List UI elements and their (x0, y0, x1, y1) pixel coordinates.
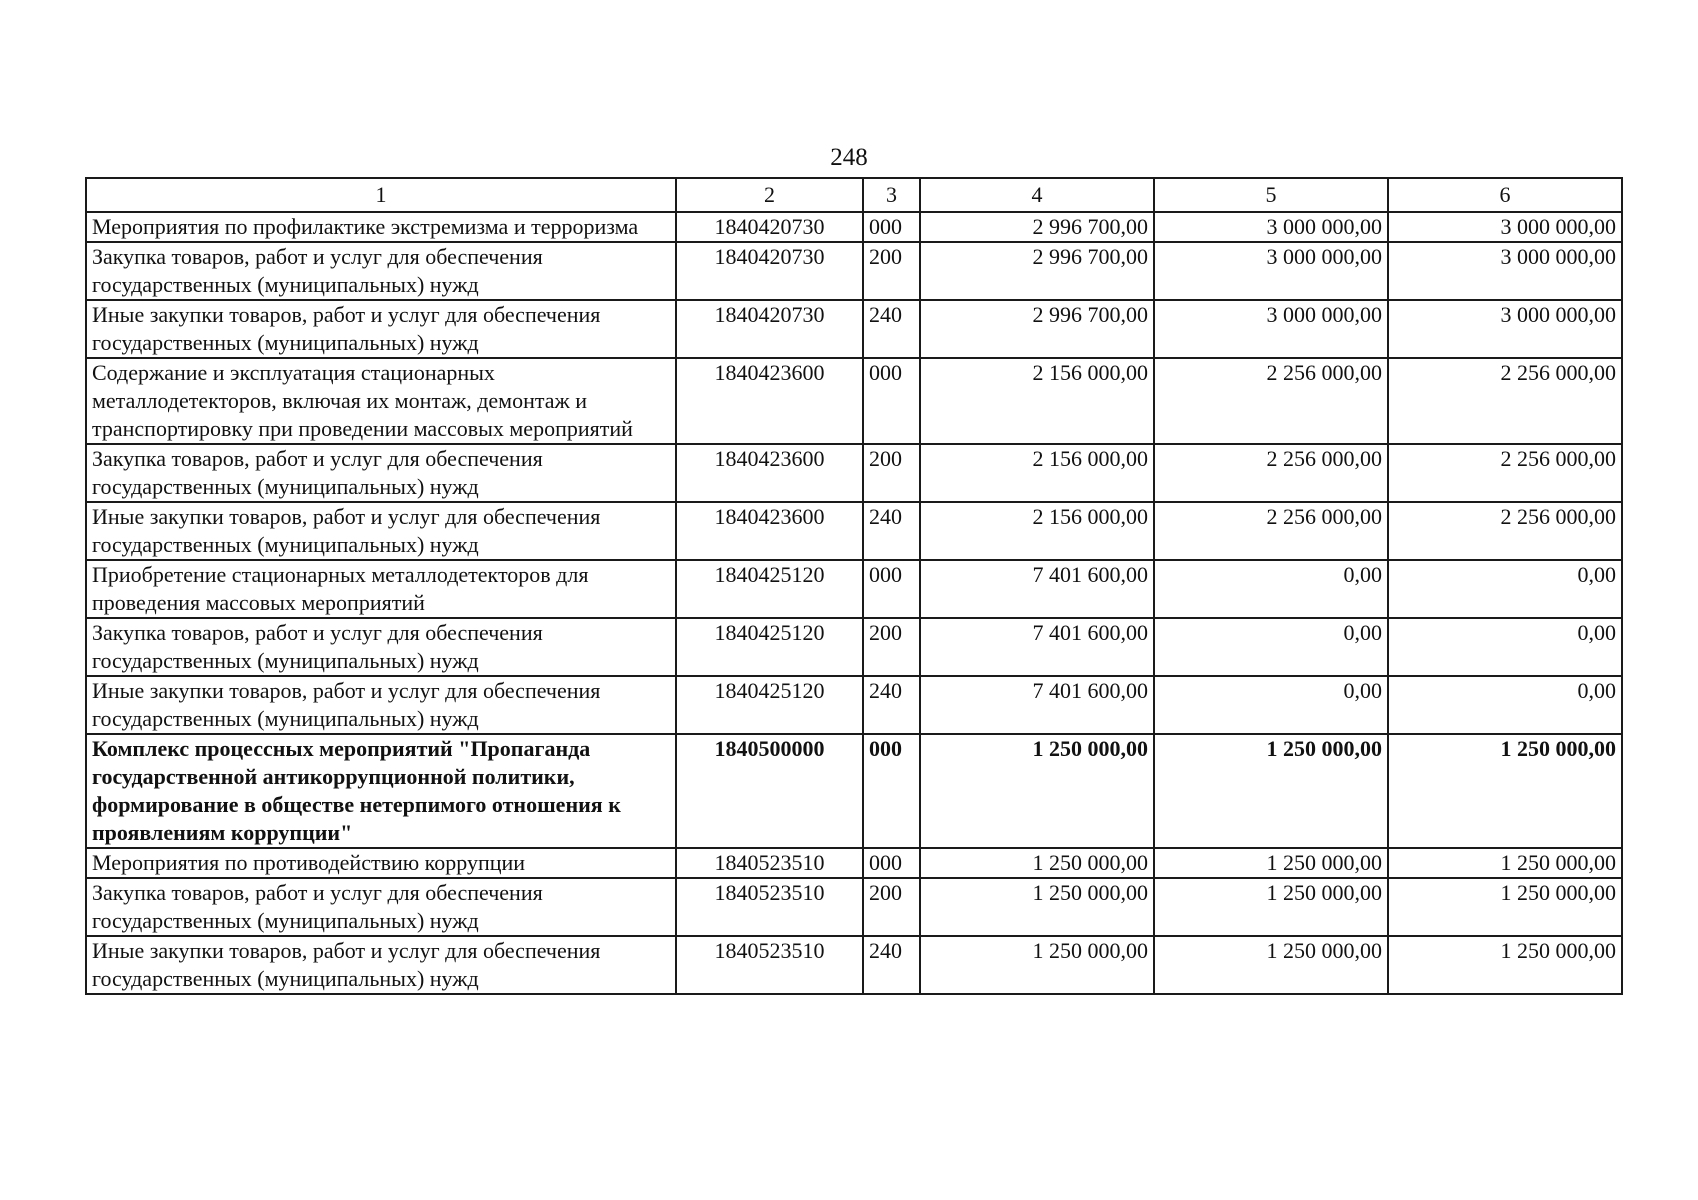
row-name-cell: Закупка товаров, работ и услуг для обеспечения государственных (муниципальных) нужд (86, 618, 676, 676)
table-row (86, 358, 1622, 444)
amount-col6-cell: 3 000 000,00 (1388, 300, 1622, 358)
expense-type-cell: 240 (863, 676, 920, 734)
expense-type-cell: 200 (863, 618, 920, 676)
target-code-cell: 1840423600 (676, 358, 863, 444)
expense-type-cell: 200 (863, 878, 920, 936)
amount-col5-cell: 0,00 (1154, 560, 1388, 618)
amount-col4-cell: 2 996 700,00 (920, 212, 1154, 242)
column-header: 6 (1388, 178, 1622, 212)
column-header: 1 (86, 178, 676, 212)
amount-col5-cell: 3 000 000,00 (1154, 300, 1388, 358)
table-row (86, 444, 1622, 502)
row-name-cell: Комплекс процессных мероприятий "Пропаганда государственной антикоррупционной политики, формирование в обществе нетерпимого отношения к проявлениям коррупции" (86, 734, 676, 848)
table-row (86, 212, 1622, 242)
amount-col5-cell: 2 256 000,00 (1154, 502, 1388, 560)
amount-col6-cell: 1 250 000,00 (1388, 878, 1622, 936)
row-name-cell: Мероприятия по противодействию коррупции (86, 848, 676, 878)
target-code-cell: 1840523510 (676, 936, 863, 994)
amount-col5-cell: 0,00 (1154, 676, 1388, 734)
expense-type-cell: 240 (863, 936, 920, 994)
amount-col4-cell: 2 156 000,00 (920, 444, 1154, 502)
row-name-cell: Приобретение стационарных металлодетекторов для проведения массовых мероприятий (86, 560, 676, 618)
target-code-cell: 1840425120 (676, 676, 863, 734)
row-name-cell: Закупка товаров, работ и услуг для обеспечения государственных (муниципальных) нужд (86, 242, 676, 300)
table-row (86, 848, 1622, 878)
expense-type-cell: 000 (863, 560, 920, 618)
amount-col4-cell: 1 250 000,00 (920, 878, 1154, 936)
expense-type-cell: 240 (863, 300, 920, 358)
amount-col4-cell: 7 401 600,00 (920, 560, 1154, 618)
amount-col6-cell: 3 000 000,00 (1388, 212, 1622, 242)
target-code-cell: 1840420730 (676, 212, 863, 242)
column-header: 3 (863, 178, 920, 212)
expense-type-cell: 000 (863, 212, 920, 242)
amount-col4-cell: 7 401 600,00 (920, 618, 1154, 676)
amount-col6-cell: 2 256 000,00 (1388, 502, 1622, 560)
amount-col4-cell: 1 250 000,00 (920, 936, 1154, 994)
table-row (86, 936, 1622, 994)
budget-table (85, 177, 1623, 995)
amount-col4-cell: 1 250 000,00 (920, 848, 1154, 878)
row-name-cell: Иные закупки товаров, работ и услуг для обеспечения государственных (муниципальных) нужд (86, 676, 676, 734)
amount-col5-cell: 1 250 000,00 (1154, 734, 1388, 848)
expense-type-cell: 240 (863, 502, 920, 560)
table-row (86, 242, 1622, 300)
amount-col5-cell: 0,00 (1154, 618, 1388, 676)
column-header: 2 (676, 178, 863, 212)
expense-type-cell: 200 (863, 444, 920, 502)
expense-type-cell: 000 (863, 848, 920, 878)
target-code-cell: 1840523510 (676, 848, 863, 878)
table-row (86, 300, 1622, 358)
amount-col6-cell: 2 256 000,00 (1388, 358, 1622, 444)
amount-col6-cell: 1 250 000,00 (1388, 734, 1622, 848)
table-row (86, 878, 1622, 936)
amount-col5-cell: 3 000 000,00 (1154, 242, 1388, 300)
amount-col6-cell: 0,00 (1388, 560, 1622, 618)
row-name-cell: Мероприятия по профилактике экстремизма и терроризма (86, 212, 676, 242)
table-body (86, 212, 1622, 994)
amount-col5-cell: 1 250 000,00 (1154, 848, 1388, 878)
column-header: 5 (1154, 178, 1388, 212)
target-code-cell: 1840420730 (676, 242, 863, 300)
amount-col6-cell: 3 000 000,00 (1388, 242, 1622, 300)
table-row (86, 618, 1622, 676)
amount-col6-cell: 1 250 000,00 (1388, 848, 1622, 878)
amount-col6-cell: 0,00 (1388, 618, 1622, 676)
amount-col5-cell: 2 256 000,00 (1154, 444, 1388, 502)
amount-col5-cell: 1 250 000,00 (1154, 878, 1388, 936)
expense-type-cell: 000 (863, 358, 920, 444)
target-code-cell: 1840423600 (676, 444, 863, 502)
amount-col5-cell: 3 000 000,00 (1154, 212, 1388, 242)
row-name-cell: Закупка товаров, работ и услуг для обеспечения государственных (муниципальных) нужд (86, 878, 676, 936)
amount-col4-cell: 2 156 000,00 (920, 358, 1154, 444)
row-name-cell: Иные закупки товаров, работ и услуг для обеспечения государственных (муниципальных) нужд (86, 300, 676, 358)
expense-type-cell: 000 (863, 734, 920, 848)
amount-col4-cell: 1 250 000,00 (920, 734, 1154, 848)
table-row (86, 676, 1622, 734)
target-code-cell: 1840425120 (676, 560, 863, 618)
row-name-cell: Иные закупки товаров, работ и услуг для обеспечения государственных (муниципальных) нужд (86, 936, 676, 994)
amount-col4-cell: 7 401 600,00 (920, 676, 1154, 734)
table-row (86, 734, 1622, 848)
amount-col4-cell: 2 996 700,00 (920, 242, 1154, 300)
target-code-cell: 1840423600 (676, 502, 863, 560)
amount-col4-cell: 2 996 700,00 (920, 300, 1154, 358)
table-row (86, 502, 1622, 560)
page-number: 248 (830, 144, 868, 171)
row-name-cell: Закупка товаров, работ и услуг для обеспечения государственных (муниципальных) нужд (86, 444, 676, 502)
row-name-cell: Содержание и эксплуатация стационарных металлодетекторов, включая их монтаж, демонтаж и транспортировку при проведении массовых мероприятий (86, 358, 676, 444)
amount-col5-cell: 1 250 000,00 (1154, 936, 1388, 994)
target-code-cell: 1840420730 (676, 300, 863, 358)
amount-col4-cell: 2 156 000,00 (920, 502, 1154, 560)
target-code-cell: 1840425120 (676, 618, 863, 676)
table-row (86, 560, 1622, 618)
amount-col6-cell: 2 256 000,00 (1388, 444, 1622, 502)
header-row (86, 178, 1622, 212)
amount-col5-cell: 2 256 000,00 (1154, 358, 1388, 444)
target-code-cell: 1840500000 (676, 734, 863, 848)
target-code-cell: 1840523510 (676, 878, 863, 936)
column-header: 4 (920, 178, 1154, 212)
row-name-cell: Иные закупки товаров, работ и услуг для обеспечения государственных (муниципальных) нужд (86, 502, 676, 560)
expense-type-cell: 200 (863, 242, 920, 300)
amount-col6-cell: 0,00 (1388, 676, 1622, 734)
amount-col6-cell: 1 250 000,00 (1388, 936, 1622, 994)
